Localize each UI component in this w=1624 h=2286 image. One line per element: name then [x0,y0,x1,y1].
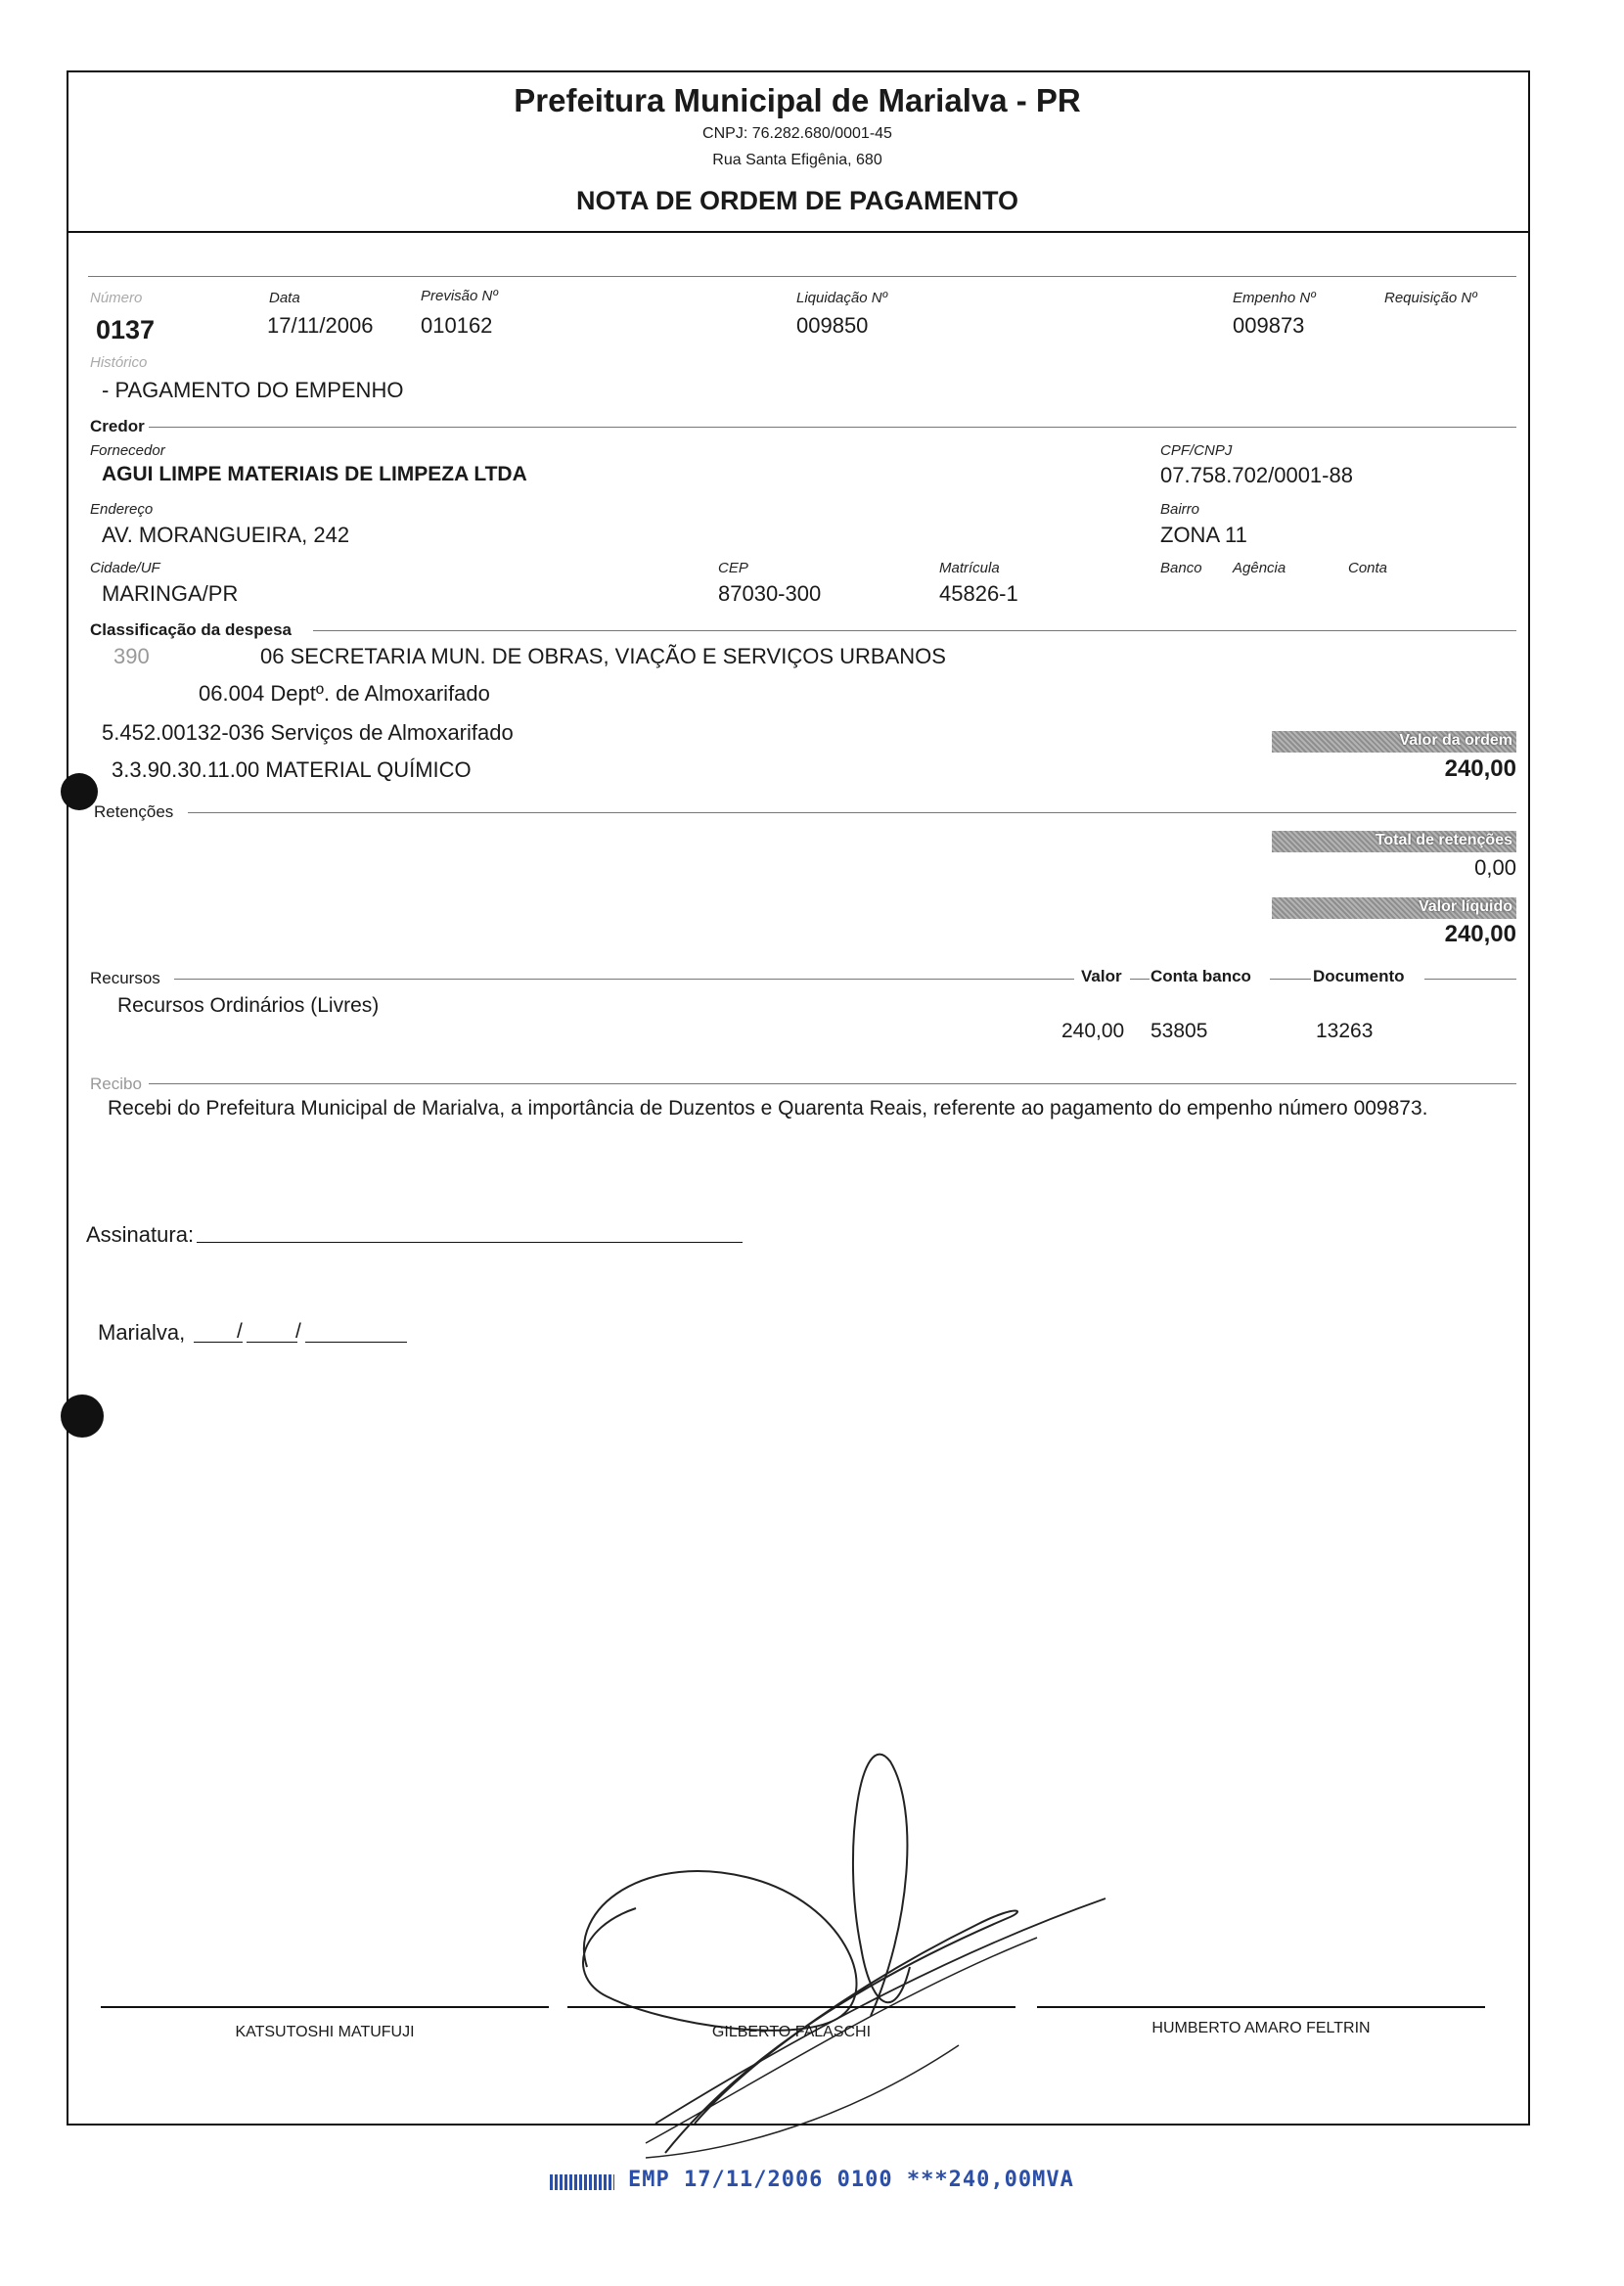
cep-label: CEP [718,560,748,576]
punch-hole-bottom [61,1394,104,1438]
matricula-value: 45826-1 [939,581,1018,606]
despesa-programa: 5.452.00132-036 Serviços de Almoxarifado [102,720,514,745]
despesa-secretaria: 06 SECRETARIA MUN. DE OBRAS, VIAÇÃO E SERVIÇOS URBANOS [260,644,946,668]
signatory-3: HUMBERTO AMARO FELTRIN [1151,2020,1371,2036]
recibo-section-label: Recibo [90,1074,142,1093]
liquidacao-label: Liquidação Nº [796,290,888,306]
recursos-section-label: Recursos [90,969,160,987]
recibo-line [149,1083,1516,1084]
requisicao-label: Requisição Nº [1384,290,1477,306]
numero-value: 0137 [96,315,156,344]
recursos-conta: 53805 [1150,1020,1208,1042]
bairro-value: ZONA 11 [1160,523,1247,547]
endereco-label: Endereço [90,501,154,518]
recursos-valor-header: Valor [1081,967,1122,985]
liquidacao-value: 009850 [796,313,869,338]
retencoes-section-label: Retenções [94,802,174,821]
recursos-documento-header: Documento [1313,967,1405,985]
total-retencoes-bar [1272,831,1516,852]
endereco-value: AV. MORANGUEIRA, 242 [102,523,350,547]
local-label: Marialva, [98,1320,186,1345]
recursos-documento: 13263 [1316,1020,1374,1042]
historico-label: Histórico [90,354,148,371]
recursos-line-3 [1270,979,1311,980]
recursos-line-4 [1424,979,1516,980]
data-label: Data [269,290,300,306]
date-slash-2: / [295,1320,301,1343]
conta-label: Conta [1348,560,1388,576]
total-retencoes-label: Total de retenções [1375,832,1512,848]
credor-section-label: Credor [90,417,145,435]
numero-label: Número [90,290,143,306]
date-slash-1: / [237,1320,243,1343]
recursos-conta-header: Conta banco [1150,967,1251,985]
signature-line-3 [1037,2006,1485,2008]
order-top-line [88,276,1516,277]
despesa-line [313,630,1516,631]
banco-label: Banco [1160,560,1202,576]
recursos-line-2 [1130,979,1150,980]
recursos-line [174,979,1074,980]
org-title: Prefeitura Municipal de Marialva - PR [514,82,1081,118]
valor-ordem-value: 240,00 [1444,755,1516,782]
bank-stamp-mark [550,2174,614,2190]
cidade-value: MARINGA/PR [102,581,239,606]
bairro-label: Bairro [1160,501,1200,518]
previsao-value: 010162 [421,313,493,338]
despesa-code: 390 [113,644,150,668]
cidade-label: Cidade/UF [90,560,160,576]
recursos-valor: 240,00 [1061,1020,1125,1042]
signatory-1: KATSUTOSHI MATUFUJI [235,2024,415,2040]
document-title: NOTA DE ORDEM DE PAGAMENTO [575,186,1018,215]
signature-line-1 [101,2006,549,2008]
punch-hole-top [61,773,98,810]
recibo-text: Recebi do Prefeitura Municipal de Marialva, a importância de Duzentos e Quarenta Reais, referente ao pagamento do empenho número 009873. [108,1097,1428,1120]
despesa-section-label: Classificação da despesa [90,620,293,639]
empenho-value: 009873 [1233,313,1305,338]
previsao-label: Previsão Nº [421,288,498,304]
bank-stamp: EMP 17/11/2006 0100 ***240,00MVA [628,2168,1074,2192]
header-divider [67,231,1530,233]
agencia-label: Agência [1233,560,1286,576]
assinatura-line [197,1242,743,1243]
valor-ordem-bar [1272,731,1516,753]
empenho-label: Empenho Nº [1233,290,1316,306]
fornecedor-value: AGUI LIMPE MATERIAIS DE LIMPEZA LTDA [102,463,527,485]
retencoes-line [188,812,1516,813]
credor-line [149,427,1516,428]
valor-ordem-label: Valor da ordem [1399,732,1512,749]
date-blank-day [194,1342,243,1343]
org-address: Rua Santa Efigênia, 680 [712,152,882,168]
despesa-dept: 06.004 Deptº. de Almoxarifado [199,681,490,706]
cpf-label: CPF/CNPJ [1160,442,1233,459]
historico-value: - PAGAMENTO DO EMPENHO [102,378,404,402]
signature-line-2 [567,2006,1015,2008]
valor-liquido-bar [1272,897,1516,919]
despesa-natureza: 3.3.90.30.11.00 MATERIAL QUÍMICO [112,757,472,782]
data-value: 17/11/2006 [267,313,374,338]
fornecedor-label: Fornecedor [90,442,165,459]
signatory-2: GILBERTO FALASCHI [711,2024,872,2040]
total-retencoes-value: 0,00 [1474,855,1516,880]
matricula-label: Matrícula [939,560,1000,576]
date-blank-year [305,1342,407,1343]
date-blank-month [247,1342,297,1343]
org-cnpj: CNPJ: 76.282.680/0001-45 [702,125,892,142]
handwritten-signature [548,1732,1135,2163]
cep-value: 87030-300 [718,581,822,606]
cpf-value: 07.758.702/0001-88 [1160,463,1353,487]
assinatura-label: Assinatura: [86,1222,195,1247]
valor-liquido-label: Valor líquido [1418,898,1512,915]
valor-liquido-value: 240,00 [1444,921,1516,947]
recursos-fonte: Recursos Ordinários (Livres) [117,994,380,1017]
